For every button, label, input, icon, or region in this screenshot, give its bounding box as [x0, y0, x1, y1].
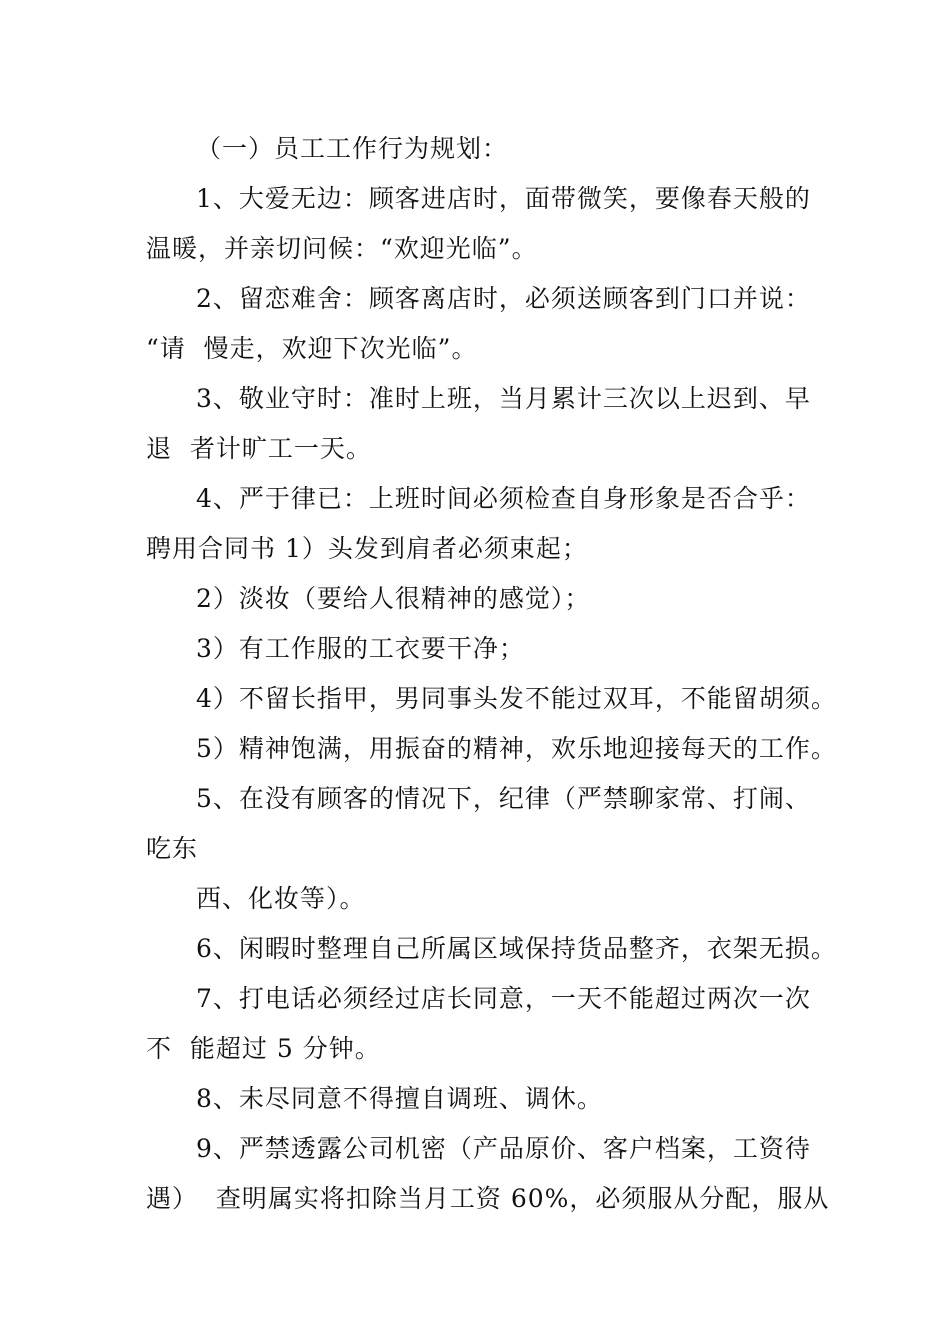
rule-line-21: 遇） 查明属实将扣除当月工资 60%，必须服从分配，服从 — [146, 1184, 830, 1213]
rule-line-13: 5、在没有顾客的情况下，纪律（严禁聊家常、打闹、 — [196, 784, 811, 813]
rule-line-10: 3）有工作服的工衣要干净； — [196, 634, 525, 663]
rule-line-14: 吃东 — [146, 834, 199, 863]
rule-line-2: 温暖，并亲切问候：“欢迎光临”。 — [146, 234, 538, 263]
rule-line-7: 4、严于律已：上班时间必须检查自身形象是否合乎： — [196, 484, 811, 513]
rule-line-12: 5）精神饱满，用振奋的精神，欢乐地迎接每天的工作。 — [196, 734, 837, 763]
rule-line-15: 西、化妆等）。 — [196, 884, 366, 913]
rule-line-11: 4）不留长指甲，男同事头发不能过双耳，不能留胡须。 — [196, 684, 837, 713]
rule-line-4: “请 慢走，欢迎下次光临”。 — [146, 334, 478, 363]
rule-line-18: 不 能超过 5 分钟。 — [146, 1034, 381, 1063]
rule-line-19: 8、未尽同意不得擅自调班、调休。 — [196, 1084, 603, 1113]
rule-line-16: 6、闲暇时整理自己所属区域保持货品整齐，衣架无损。 — [196, 934, 837, 963]
rule-line-20: 9、严禁透露公司机密（产品原价、客户档案，工资待 — [196, 1134, 811, 1163]
rule-line-6: 退 者计旷工一天。 — [146, 434, 372, 463]
rule-line-1: 1、大爱无边：顾客进店时，面带微笑，要像春天般的 — [196, 184, 811, 213]
rule-line-5: 3、敬业守时：准时上班，当月累计三次以上迟到、早 — [196, 384, 811, 413]
rule-line-3: 2、留恋难舍：顾客离店时，必须送顾客到门口并说： — [196, 284, 811, 313]
rule-line-8: 聘用合同书 1）头发到肩者必须束起； — [146, 534, 588, 563]
rule-line-17: 7、打电话必须经过店长同意，一天不能超过两次一次 — [196, 984, 811, 1013]
section-heading: （一）员工工作行为规划： — [196, 134, 509, 163]
rule-line-9: 2）淡妆（要给人很精神的感觉）； — [196, 584, 591, 613]
